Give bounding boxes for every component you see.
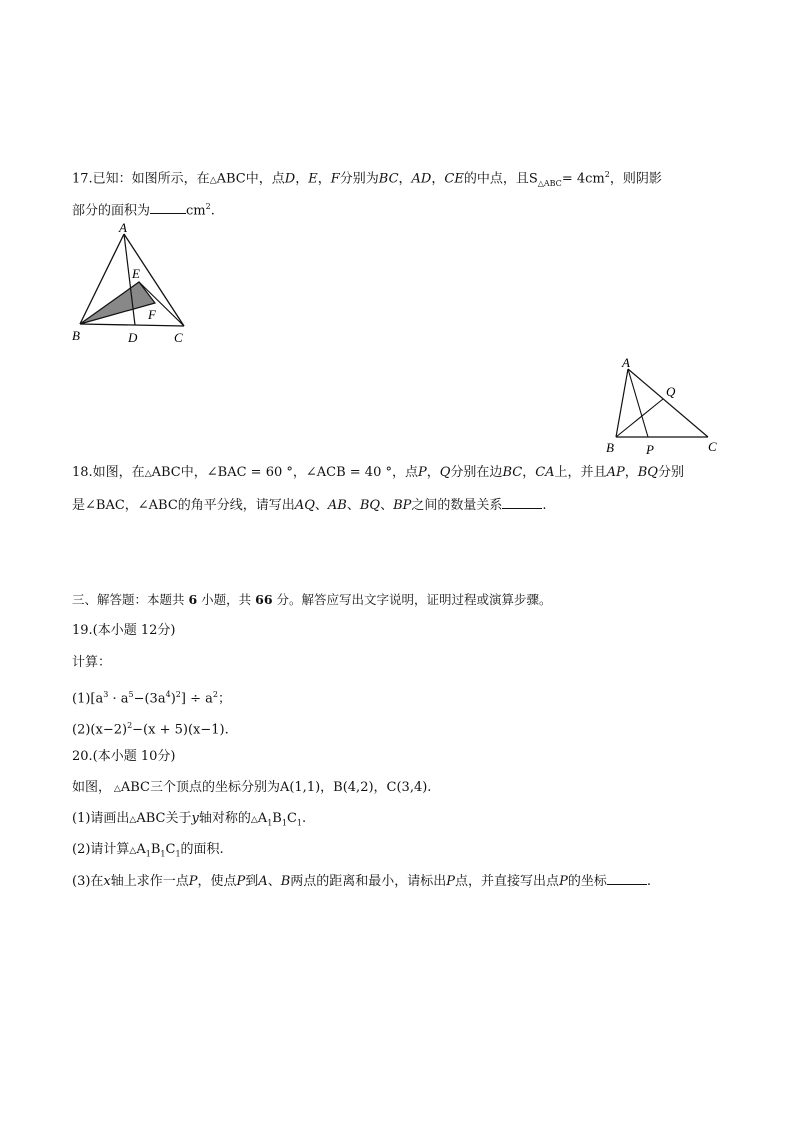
q20-part-3: (3)在x轴上求作一点P，使点P到A、B两点的距离和最小，请标出P点，并直接写出点P的坐标 . [72, 874, 651, 889]
label-f: F [148, 307, 156, 322]
side-bc [80, 324, 184, 326]
label-p: P [646, 442, 654, 457]
triangle-symbol: △ [111, 784, 121, 794]
triangle-symbol: △ [129, 846, 137, 856]
label-c: C [708, 439, 717, 454]
q18-figure [598, 354, 728, 458]
triangle-symbol: △ [144, 469, 152, 479]
triangle-symbol: △ [129, 815, 137, 825]
q17-figure [66, 220, 200, 348]
triangle-symbol: △ [537, 178, 544, 188]
label-a: A [622, 355, 630, 370]
label-q: Q [666, 384, 676, 399]
q20-intro: 如图， △ABC三个顶点的坐标分别为A(1,1)，B(4,2)，C(3,4). [72, 780, 432, 795]
q18-line-2: 是∠BAC，∠ABC的角平分线，请写出AQ、AB、BQ、BP之间的数量关系 . [72, 498, 547, 513]
answer-blank[interactable] [607, 872, 647, 885]
answer-blank[interactable] [502, 496, 542, 509]
q19-intro: 计算： [72, 655, 112, 670]
side-ac [628, 369, 708, 437]
section-three-heading: 三、解答题：本题共 6 小题，共 66 分。解答应写出文字说明，证明过程或演算步骤。 [72, 592, 552, 607]
label-a: A [119, 220, 127, 235]
label-c: C [174, 330, 183, 345]
q20-header: 20.(本小题 10分) [72, 749, 176, 764]
q19-header: 19.(本小题 12分) [72, 623, 176, 638]
label-e: E [132, 266, 140, 281]
label-d: D [128, 330, 138, 345]
answer-blank[interactable] [150, 201, 186, 214]
q18-line-1: 18.如图，在△ABC中，∠BAC = 60 °，∠ACB = 40 °，点P，Q分别在边BC，CA上，并且AP，BQ分别 [72, 465, 684, 480]
q20-part-1: (1)请画出△ABC关于y轴对称的$\triangle A_1B_1C_1$. [72, 811, 307, 828]
segment-bq [616, 399, 663, 437]
q19-part-2: $(2)(x-2)^2-(x + 5)(x-1)$. [72, 721, 229, 738]
q19-part-1: $(1)[a^3 \cdot a^5-(3a^4)^2] \div a^2$； [72, 690, 231, 707]
q17-line-2: 部分的面积为 $cm^2$. [72, 202, 215, 219]
label-b: B [72, 328, 80, 343]
side-ab [616, 369, 628, 437]
triangle-symbol: △ [209, 175, 217, 186]
label-b: B [606, 440, 614, 455]
triangle-symbol: △ [250, 815, 258, 825]
q20-part-2: (2)请计算$\triangle A_1B_1C_1$的面积. [72, 842, 224, 859]
q17-line-1: 17.已知：如图所示，在△ABC中，点D，E，F分别为BC，AD，CE的中点，且$S_{\triangle ABC}= 4cm^2$，则阴影 [72, 170, 662, 188]
shaded-triangle [80, 282, 155, 324]
segment-ap [628, 369, 648, 437]
